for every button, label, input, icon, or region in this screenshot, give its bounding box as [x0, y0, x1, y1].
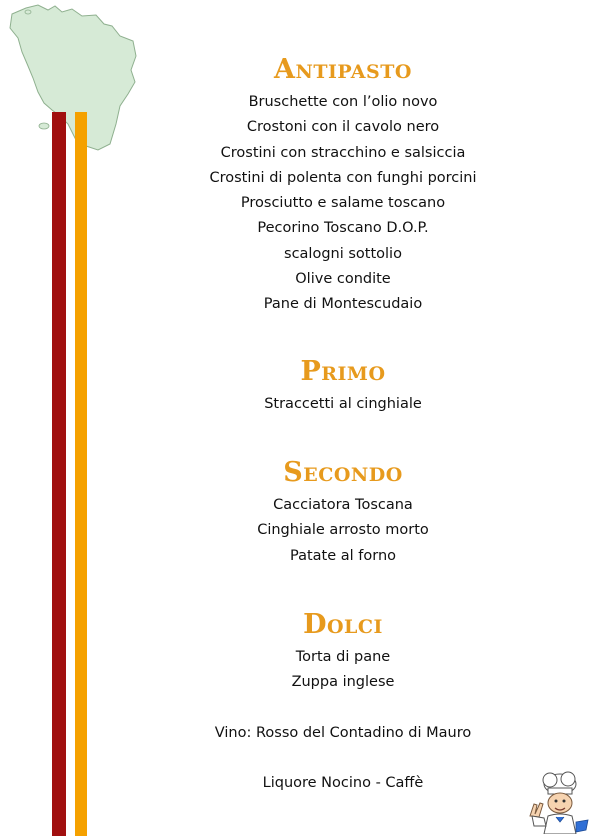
dish-item: Crostini di polenta con funghi porcini — [209, 169, 477, 186]
dish-item: Crostoni con il cavolo nero — [246, 119, 440, 136]
section-title-primo: Primo — [300, 355, 386, 387]
dish-item: Zuppa inglese — [291, 674, 395, 691]
closing-line: Liquore Nocino - Caffè — [262, 775, 424, 792]
chef-icon — [520, 770, 592, 834]
dish-item: scalogni sottolio — [284, 245, 402, 262]
decorative-orange-stripe — [75, 112, 87, 836]
dish-item: Pane di Montescudaio — [263, 296, 423, 313]
dish-item: Cinghiale arrosto morto — [257, 522, 429, 539]
dish-item: Prosciutto e salame toscano — [240, 195, 446, 212]
section-title-secondo: Secondo — [283, 456, 403, 488]
dish-list-primo — [193, 392, 493, 417]
dish-list-dolci — [193, 645, 493, 696]
dish-list-antipasto — [193, 90, 493, 318]
dish-item: Torta di pane — [295, 648, 391, 665]
dish-item: Pecorino Toscano D.O.P. — [257, 220, 429, 237]
section-title-dolci: Dolci — [303, 608, 383, 640]
dish-item: Cacciatora Toscana — [273, 496, 413, 513]
dish-item: Bruschette con l’olio novo — [248, 94, 438, 110]
spacer — [193, 695, 493, 721]
spacer — [193, 417, 493, 453]
dish-list-secondo — [193, 493, 493, 569]
dish-item: Crostini con stracchino e salsiccia — [220, 144, 466, 161]
spacer — [193, 318, 493, 352]
wine-line: Vino: Rosso del Contadino di Mauro — [214, 725, 472, 742]
spacer — [193, 745, 493, 771]
dish-item: Straccetti al cinghiale — [264, 395, 422, 412]
spacer — [193, 569, 493, 605]
section-title-antipasto: Antipasto — [274, 54, 412, 85]
dish-item: Patate al forno — [289, 547, 397, 564]
decorative-red-stripe — [52, 112, 66, 836]
menu-content — [193, 50, 493, 795]
dish-item: Olive condite — [295, 271, 391, 288]
